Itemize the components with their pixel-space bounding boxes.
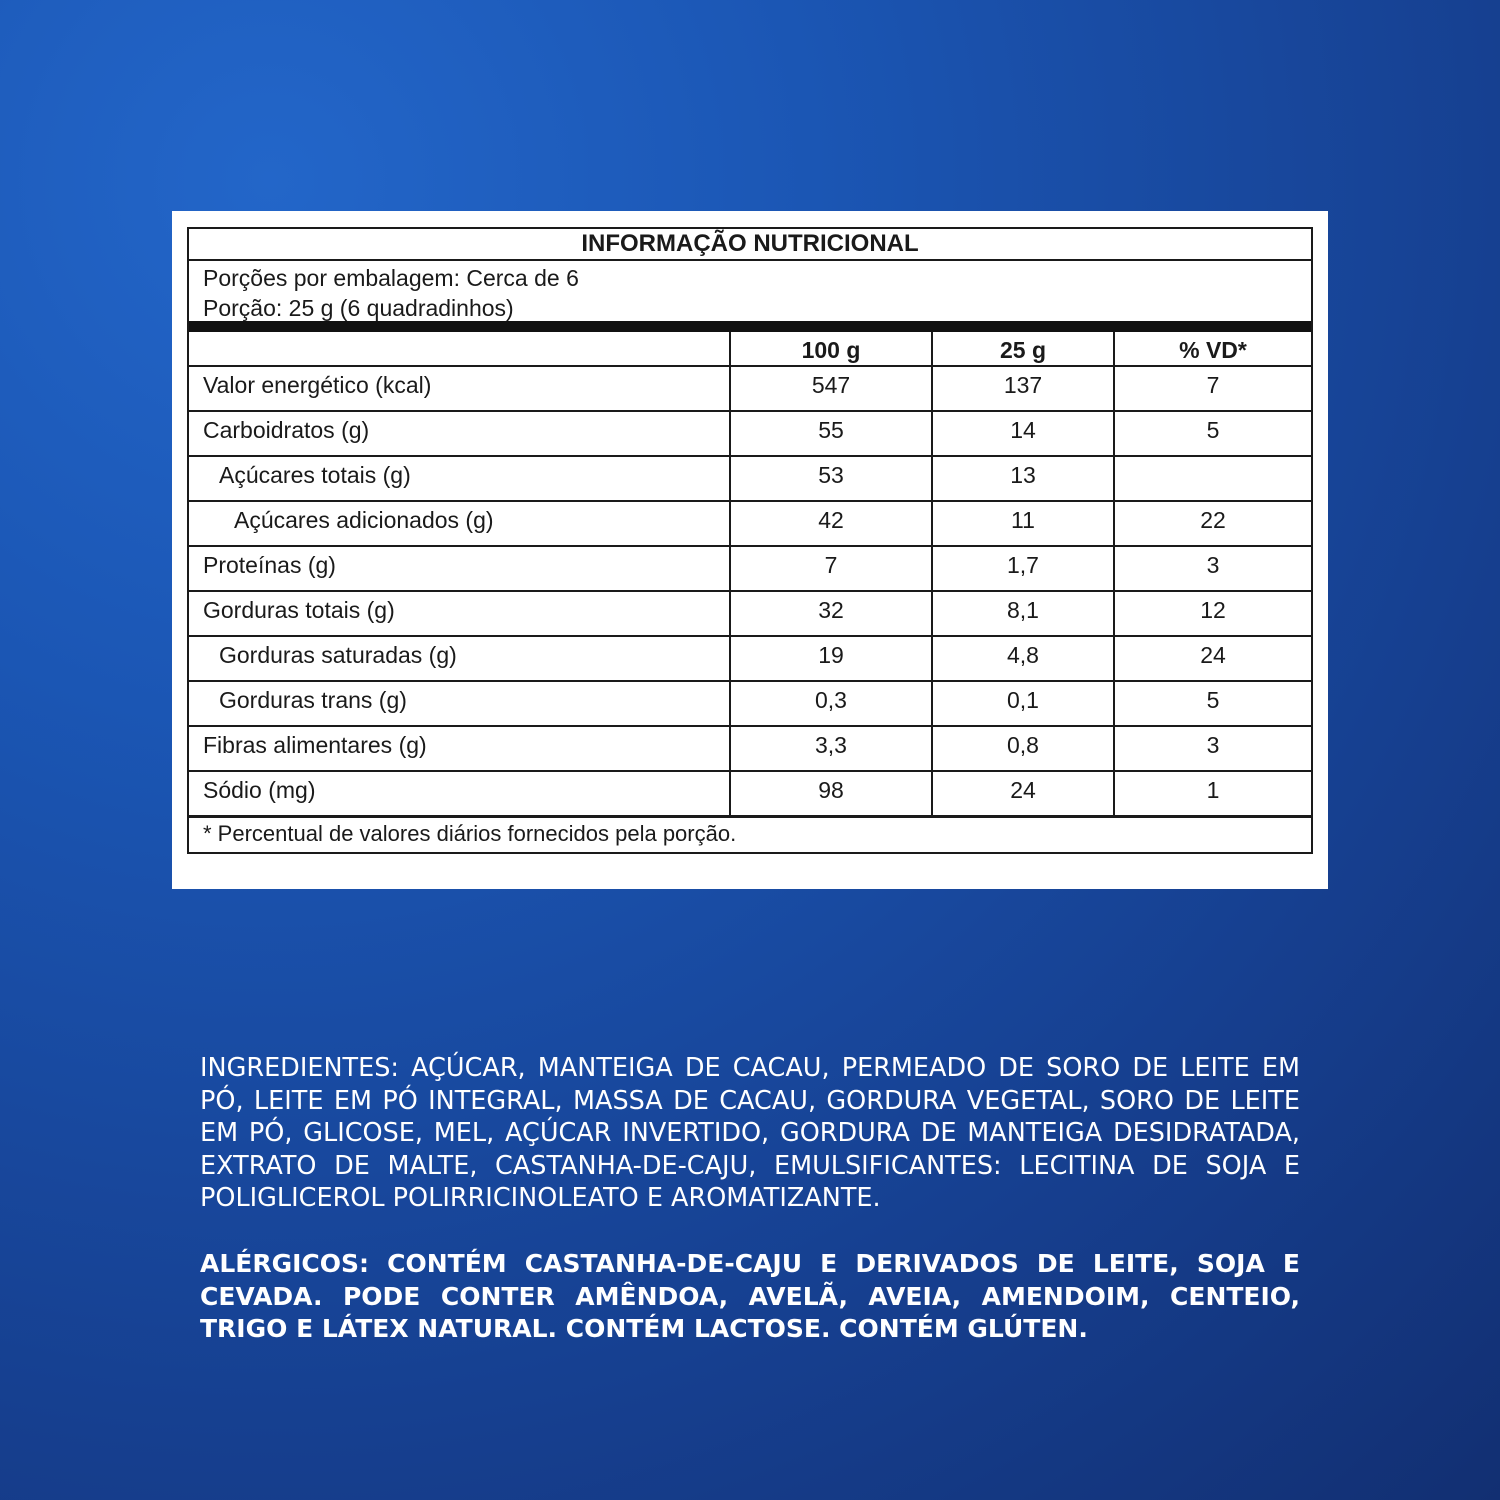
value-per-100g: 98 <box>729 772 931 815</box>
nutrient-name: Valor energético (kcal) <box>203 372 432 398</box>
value-daily-percent: 7 <box>1113 367 1311 410</box>
nutrient-name: Proteínas (g) <box>203 552 336 578</box>
value-per-portion: 14 <box>931 412 1113 455</box>
header-empty-cell <box>189 332 729 365</box>
table-row <box>189 725 1311 770</box>
table-row <box>189 545 1311 590</box>
value-per-100g: 55 <box>729 412 931 455</box>
value-per-portion: 1,7 <box>931 547 1113 590</box>
ingredients-text: INGREDIENTES: AÇÚCAR, MANTEIGA DE CACAU, PERMEADO DE SORO DE LEITE EM PÓ, LEITE EM PÓ INTEGRAL, MASSA DE CACAU, GORDURA VEGETAL, SORO DE LEITE EM PÓ, GLICOSE, MEL, AÇÚCAR INVERTIDO, GORDURA DE MANTEIGA DESIDRATADA, EXTRATO DE MALTE, CASTANHA-DE-CAJU, EMULSIFICANTES: LECITINA DE SOJA E POLIGLICEROL POLIRRICINOLEATO E AROMATIZANTE. <box>200 1053 1300 1213</box>
value-daily-percent: 5 <box>1113 412 1311 455</box>
value-daily-percent: 1 <box>1113 772 1311 815</box>
value-daily-percent: 3 <box>1113 727 1311 770</box>
nutrient-name: Açúcares totais (g) <box>219 462 411 488</box>
nutrient-name: Gorduras saturadas (g) <box>219 642 457 668</box>
value-per-portion: 11 <box>931 502 1113 545</box>
nutrition-label-card <box>172 211 1328 889</box>
value-per-100g: 547 <box>729 367 931 410</box>
table-footnote: * Percentual de valores diários fornecidos pela porção. <box>189 815 1311 852</box>
header-per-100g: 100 g <box>729 332 931 365</box>
table-header-row <box>189 332 1311 365</box>
value-per-100g: 0,3 <box>729 682 931 725</box>
table-row <box>189 680 1311 725</box>
nutrient-name: Gorduras totais (g) <box>203 597 395 623</box>
value-daily-percent: 24 <box>1113 637 1311 680</box>
nutrient-name: Carboidratos (g) <box>203 417 370 443</box>
value-daily-percent: 22 <box>1113 502 1311 545</box>
servings-per-package: Porções por embalagem: Cerca de 6 <box>203 265 579 291</box>
value-per-portion: 24 <box>931 772 1113 815</box>
nutrient-name: Açúcares adicionados (g) <box>234 507 494 533</box>
value-per-portion: 0,1 <box>931 682 1113 725</box>
value-daily-percent: 3 <box>1113 547 1311 590</box>
header-per-portion: 25 g <box>931 332 1113 365</box>
value-per-portion: 4,8 <box>931 637 1113 680</box>
table-row <box>189 410 1311 455</box>
value-per-portion: 137 <box>931 367 1113 410</box>
table-row <box>189 365 1311 410</box>
value-per-portion: 0,8 <box>931 727 1113 770</box>
table-row <box>189 635 1311 680</box>
value-per-100g: 7 <box>729 547 931 590</box>
table-row <box>189 455 1311 500</box>
value-per-100g: 42 <box>729 502 931 545</box>
nutrient-name: Gorduras trans (g) <box>219 687 407 713</box>
portion-info <box>189 261 1311 321</box>
allergens-text: ALÉRGICOS: CONTÉM CASTANHA-DE-CAJU E DERIVADOS DE LEITE, SOJA E CEVADA. PODE CONTER AMÊNDOA, AVELÃ, AVEIA, AMENDOIM, CENTEIO, TRIGO E LÁTEX NATURAL. CONTÉM LACTOSE. CONTÉM GLÚTEN. <box>200 1249 1300 1343</box>
header-daily-value: % VD* <box>1113 332 1311 365</box>
portion-size: Porção: 25 g (6 quadradinhos) <box>203 295 514 321</box>
value-per-100g: 19 <box>729 637 931 680</box>
nutrient-name: Fibras alimentares (g) <box>203 732 427 758</box>
value-per-portion: 8,1 <box>931 592 1113 635</box>
value-per-portion: 13 <box>931 457 1113 500</box>
table-row <box>189 770 1311 815</box>
value-daily-percent: 12 <box>1113 592 1311 635</box>
nutrient-name: Sódio (mg) <box>203 777 316 803</box>
nutrition-table <box>187 227 1313 854</box>
table-row <box>189 500 1311 545</box>
value-per-100g: 53 <box>729 457 931 500</box>
value-daily-percent: 5 <box>1113 682 1311 725</box>
value-per-100g: 32 <box>729 592 931 635</box>
nutrition-title: INFORMAÇÃO NUTRICIONAL <box>189 229 1311 261</box>
value-per-100g: 3,3 <box>729 727 931 770</box>
table-row <box>189 590 1311 635</box>
value-daily-percent <box>1113 457 1311 500</box>
